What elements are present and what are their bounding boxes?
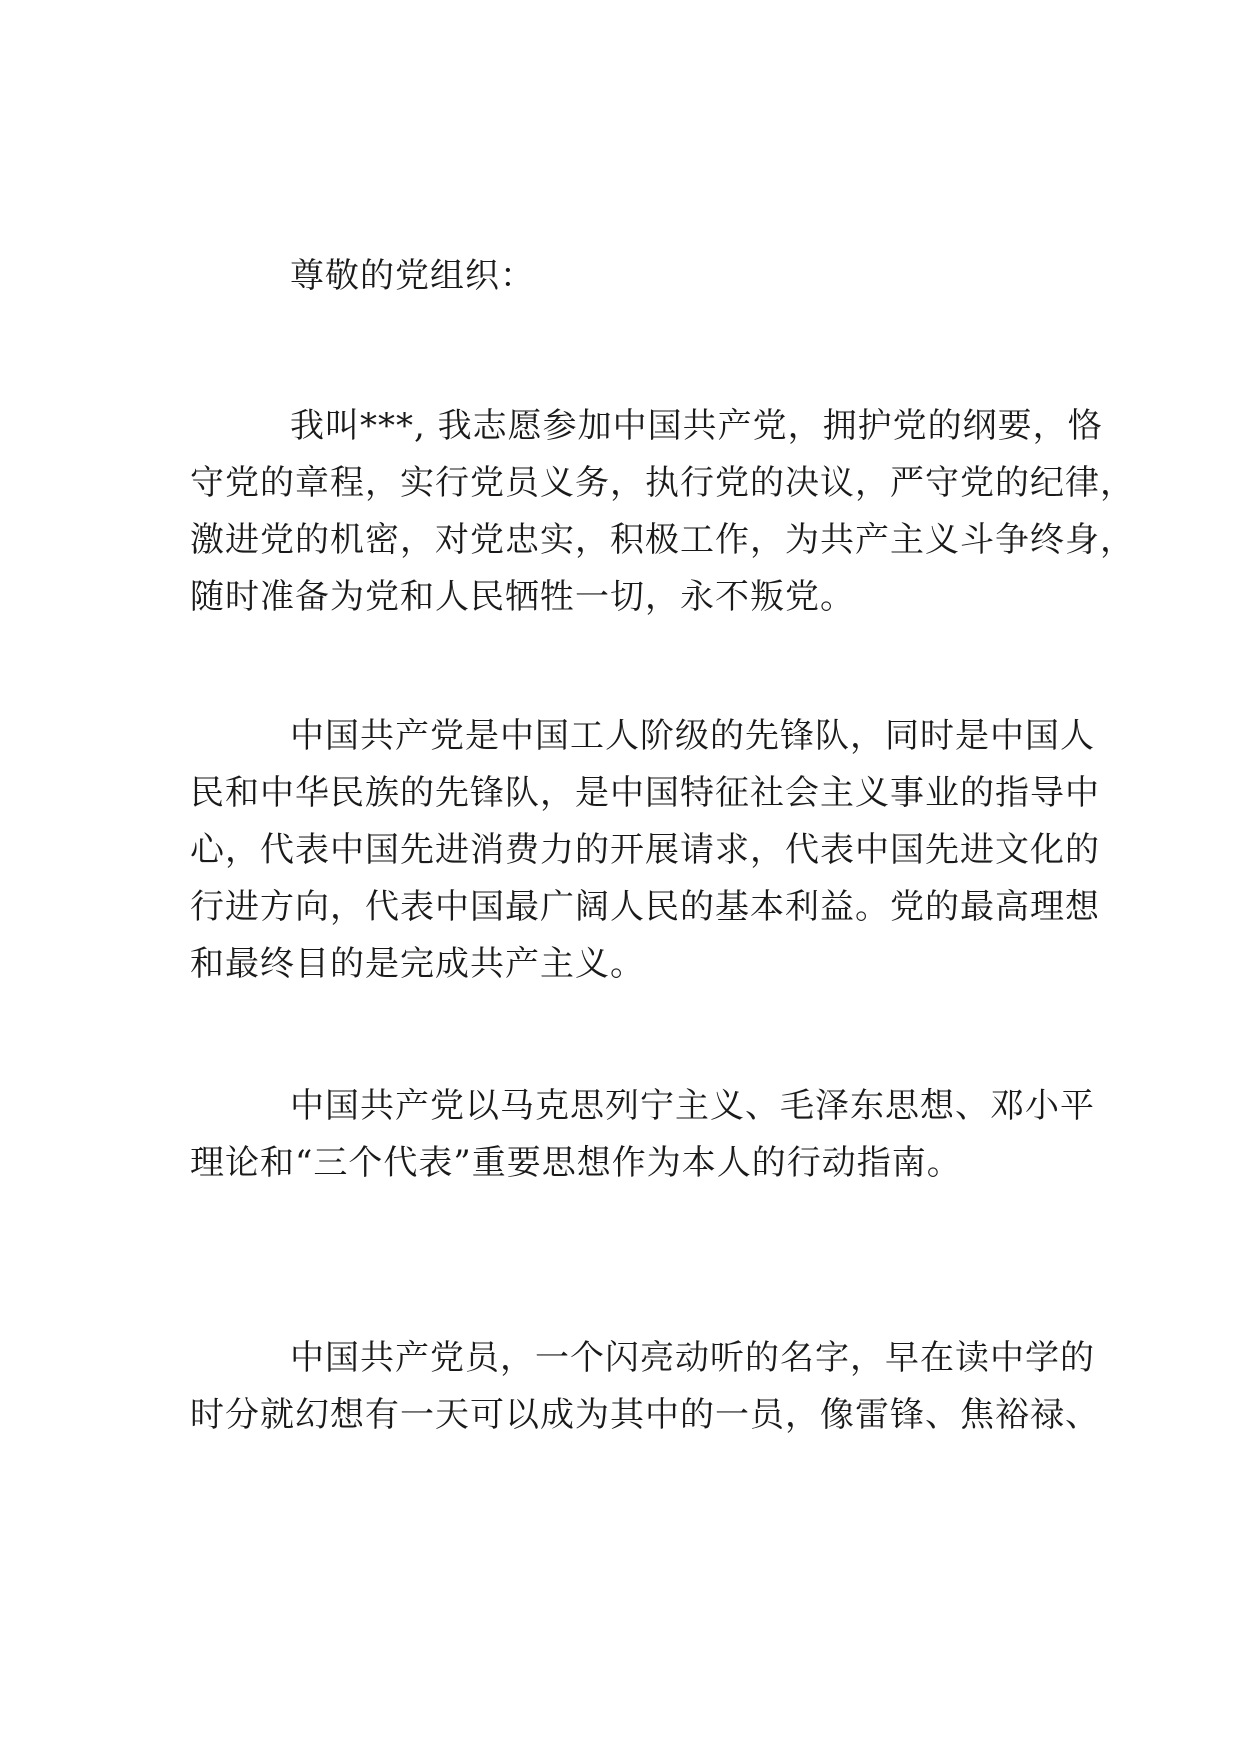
paragraph-line: 中国共产党员，一个闪亮动听的名字，早在读中学的: [290, 1338, 1095, 1378]
paragraph-line: 和最终目的是完成共产主义。: [190, 944, 645, 984]
paragraph-3: [190, 1078, 1095, 1192]
paragraph-line: 随时准备为党和人民牺牲一切，永不叛党。: [190, 577, 855, 617]
paragraph-line: 民和中华民族的先锋队，是中国特征社会主义事业的指导中: [190, 773, 1100, 813]
paragraph-line: 中国共产党以马克思列宁主义、毛泽东思想、邓小平: [290, 1086, 1095, 1126]
paragraph-line: 我叫***, 我志愿参加中国共产党，拥护党的纲要，恪: [290, 406, 1103, 446]
paragraph-line: 中国共产党是中国工人阶级的先锋队，同时是中国人: [290, 716, 1095, 756]
paragraph-2: [190, 708, 1100, 993]
salutation-text: 尊敬的党组织：: [290, 256, 535, 296]
paragraph-line: 理论和“三个代表”重要思想作为本人的行动指南。: [190, 1143, 962, 1183]
paragraph-1: [190, 398, 1135, 626]
paragraph-line: 激进党的机密，对党忠实，积极工作，为共产主义斗争终身，: [190, 520, 1135, 560]
paragraph-line: 行进方向，代表中国最广阔人民的基本利益。党的最高理想: [190, 887, 1100, 927]
paragraph-line: 心，代表中国先进消费力的开展请求，代表中国先进文化的: [190, 830, 1100, 870]
paragraph-line: 时分就幻想有一天可以成为其中的一员，像雷锋、焦裕禄、: [190, 1395, 1100, 1435]
paragraph-line: 守党的章程，实行党员义务，执行党的决议，严守党的纪律，: [190, 463, 1135, 503]
paragraph-4: [190, 1330, 1100, 1444]
salutation: [190, 248, 1060, 305]
